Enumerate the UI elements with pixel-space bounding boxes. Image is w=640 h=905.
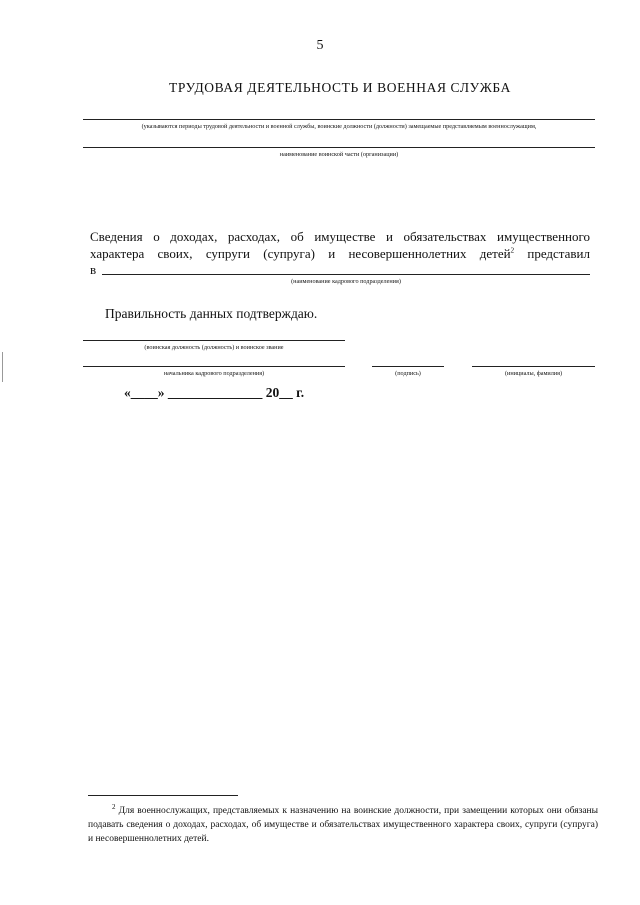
page-number: 5: [316, 38, 324, 53]
date-month-blank: ______________: [167, 385, 263, 400]
signature-caption: (подпись): [395, 370, 421, 377]
footnote-text: [88, 804, 598, 846]
hr-unit-caption: (наименование кадрового подразделения): [291, 278, 401, 285]
footnote-marker: 2: [112, 802, 116, 811]
statement-line-2: [90, 245, 590, 262]
footnote-separator: [88, 795, 238, 796]
statement-paragraph: [90, 228, 590, 262]
section-title: ТРУДОВАЯ ДЕЯТЕЛЬНОСТЬ И ВОЕННАЯ СЛУЖБА: [169, 80, 511, 95]
footnote-body: Для военнослужащих, представляемых к назначению на воинские должности, при замещении которых они обязаны подавать сведения о доходах, расходах, об имуществе и обязательствах имущественного характера своих, супруги (супруга) и несовершеннолетних детей.: [88, 806, 598, 844]
date-open-quote: «: [124, 385, 131, 400]
statement-prefix: в: [90, 262, 97, 277]
signature-fill-line: [372, 366, 444, 367]
date-year-blank: __: [279, 385, 293, 400]
hr-head-fill-line: [83, 366, 345, 367]
date-day-blank: ____: [130, 385, 158, 400]
hr-unit-fill-line: [102, 274, 590, 275]
periods-caption: (указываются периоды трудовой деятельности и военной службы, воинские должности (должности) замещаемые представляемым военнослужащим,: [141, 123, 537, 130]
date-suffix: г.: [296, 385, 305, 400]
footnote-reference: 2: [510, 246, 515, 255]
statement-line-2-text: характера своих, супруги (супруга) и несовершеннолетних детей: [90, 246, 511, 261]
unit-fill-line: [83, 147, 595, 148]
confirmation-text: Правильность данных подтверждаю.: [105, 306, 318, 321]
hr-head-caption: начальника кадрового подразделения): [163, 370, 265, 377]
periods-fill-line: [83, 119, 595, 120]
statement-line-2-end: представил: [514, 246, 590, 261]
date-year-prefix: 20: [265, 385, 280, 400]
initials-caption: (инициалы, фамилия): [504, 370, 563, 377]
statement-line-1: Сведения о доходах, расходах, об имуществе и обязательствах имущественного: [90, 229, 590, 244]
rank-fill-line: [83, 340, 345, 341]
date-line: [124, 385, 304, 401]
date-close-quote: »: [157, 385, 165, 400]
scan-margin-mark: [2, 352, 3, 382]
initials-fill-line: [472, 366, 595, 367]
unit-caption: наименование воинской части (организации): [279, 151, 399, 158]
rank-caption: (воинская должность (должность) и воинское звание: [144, 344, 284, 351]
